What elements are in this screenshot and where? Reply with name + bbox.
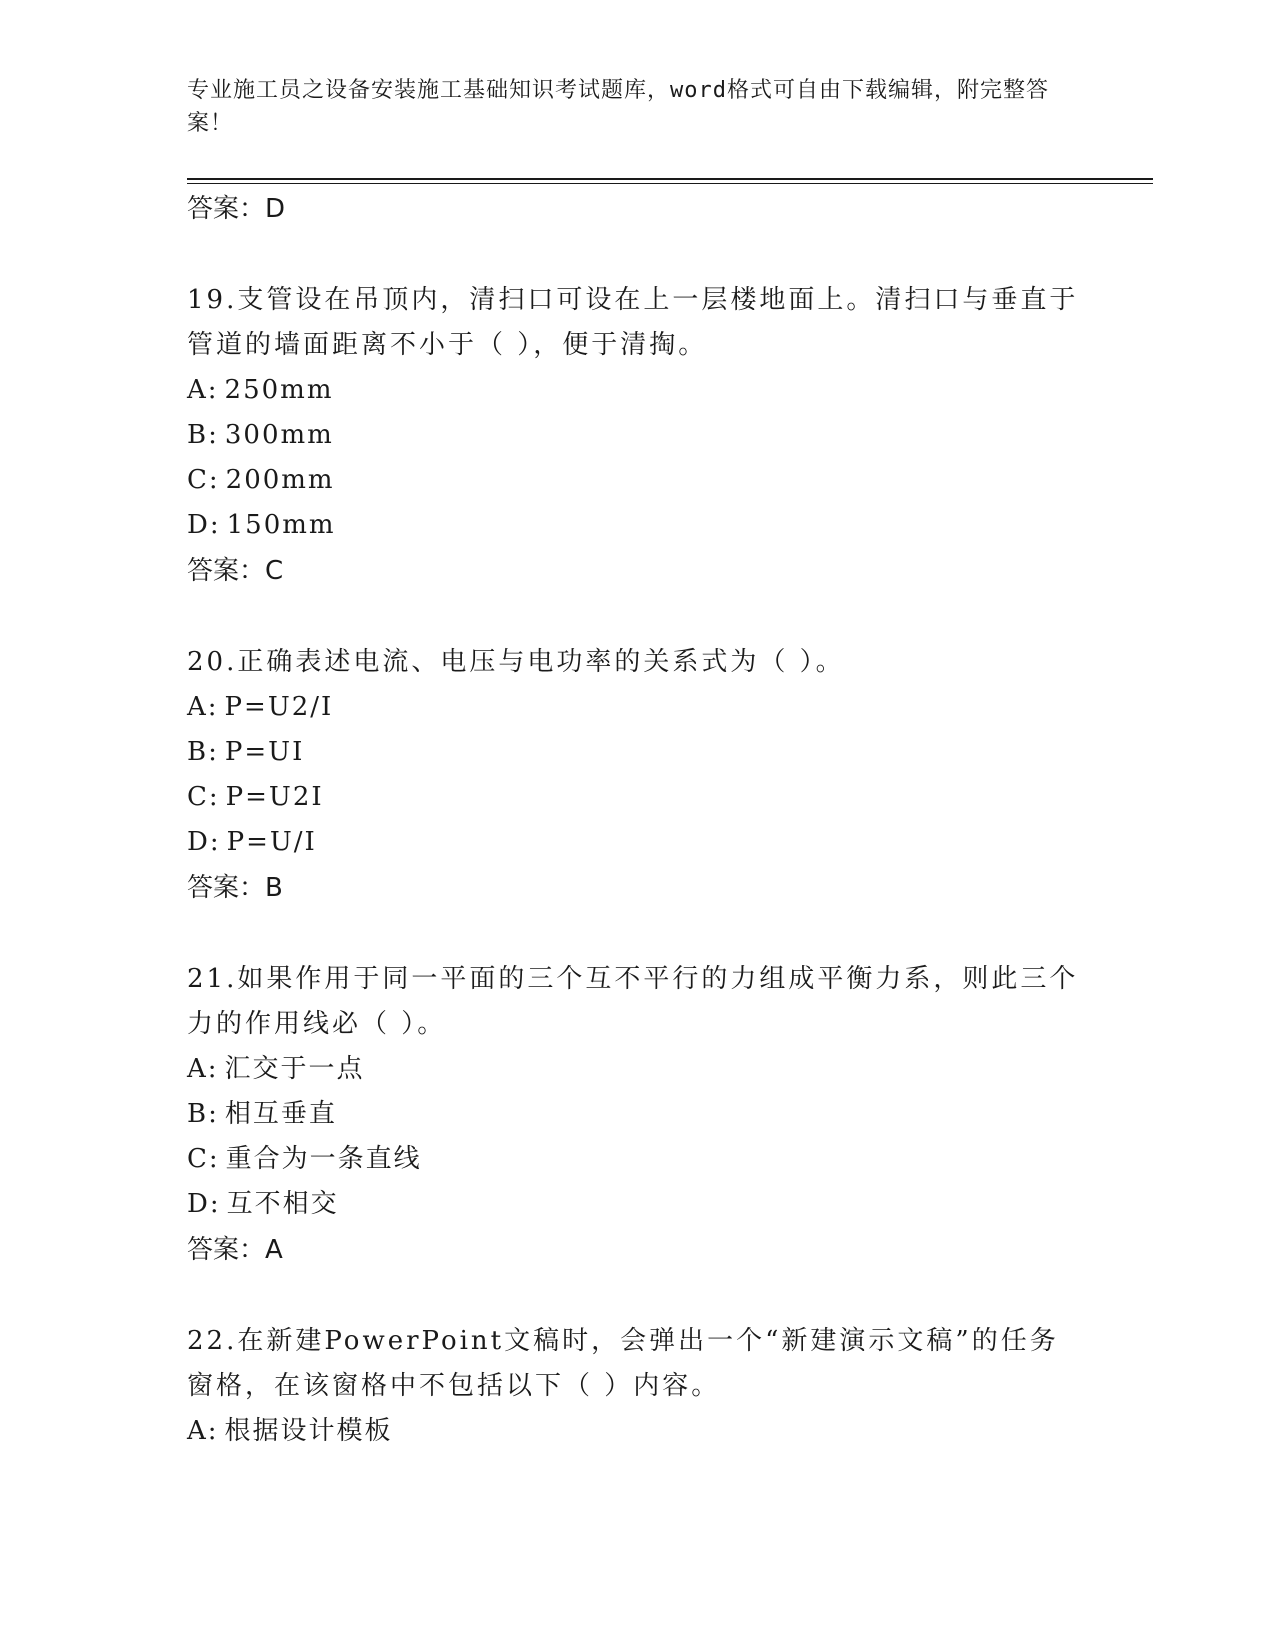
option-a xyxy=(187,685,1087,730)
option-text: 重合为一条直线 xyxy=(225,1144,422,1174)
option-a xyxy=(187,1047,1087,1092)
option-b xyxy=(187,1092,1087,1137)
header-rule-thick xyxy=(187,178,1153,180)
option-key: A: xyxy=(187,692,219,722)
option-text: P=UI xyxy=(224,737,305,767)
question-stem: 22.在新建PowerPoint文稿时，会弹出一个“新建演示文稿”的任务窗格，在该窗格中不包括以下（ ）内容。 xyxy=(187,1326,1059,1401)
option-b xyxy=(187,413,1087,458)
question-21 xyxy=(187,957,1087,1273)
option-d xyxy=(187,1182,1087,1227)
option-a xyxy=(187,368,1087,413)
option-text: P=U/I xyxy=(226,827,317,857)
question-stem: 21.如果作用于同一平面的三个互不平行的力组成平衡力系，则此三个力的作用线必（ ）。 xyxy=(187,964,1079,1039)
option-a xyxy=(187,1409,1087,1454)
option-key: D: xyxy=(187,510,221,540)
option-text: 150mm xyxy=(226,510,336,540)
option-text: 汇交于一点 xyxy=(224,1054,365,1084)
document-body xyxy=(187,186,1087,1454)
answer-line: 答案：D xyxy=(187,194,286,224)
option-d xyxy=(187,820,1087,865)
option-key: B: xyxy=(187,737,219,767)
question-20 xyxy=(187,640,1087,911)
question-stem: 20.正确表述电流、电压与电功率的关系式为（ ）。 xyxy=(187,647,845,677)
option-key: B: xyxy=(187,1099,219,1129)
document-header: 专业施工员之设备安装施工基础知识考试题库，word格式可自由下载编辑，附完整答案！ xyxy=(187,78,1049,136)
question-stem: 19.支管设在吊顶内，清扫口可设在上一层楼地面上。清扫口与垂直于管道的墙面距离不小于（ ），便于清掏。 xyxy=(187,285,1079,360)
option-text: 互不相交 xyxy=(226,1189,339,1219)
answer-line: 答案：C xyxy=(187,556,284,586)
option-key: C: xyxy=(187,1144,220,1174)
option-key: C: xyxy=(187,782,220,812)
option-text: P=U2/I xyxy=(224,692,334,722)
option-text: 250mm xyxy=(224,375,334,405)
option-c xyxy=(187,1137,1087,1182)
option-text: 200mm xyxy=(225,465,335,495)
option-key: A: xyxy=(187,1054,219,1084)
option-key: B: xyxy=(187,420,219,450)
answer-line: 答案：B xyxy=(187,873,283,903)
option-key: A: xyxy=(187,375,219,405)
option-key: D: xyxy=(187,827,221,857)
answer-line: 答案：A xyxy=(187,1235,283,1265)
option-text: 相互垂直 xyxy=(224,1099,337,1129)
option-text: 根据设计模板 xyxy=(224,1416,393,1446)
question-19 xyxy=(187,278,1087,594)
header-rule-thin xyxy=(187,183,1153,184)
option-b xyxy=(187,730,1087,775)
option-key: A: xyxy=(187,1416,219,1446)
option-text: P=U2I xyxy=(225,782,324,812)
option-key: D: xyxy=(187,1189,221,1219)
option-c xyxy=(187,775,1087,820)
option-text: 300mm xyxy=(224,420,334,450)
question-22 xyxy=(187,1319,1087,1454)
option-c xyxy=(187,458,1087,503)
option-key: C: xyxy=(187,465,220,495)
option-d xyxy=(187,503,1087,548)
